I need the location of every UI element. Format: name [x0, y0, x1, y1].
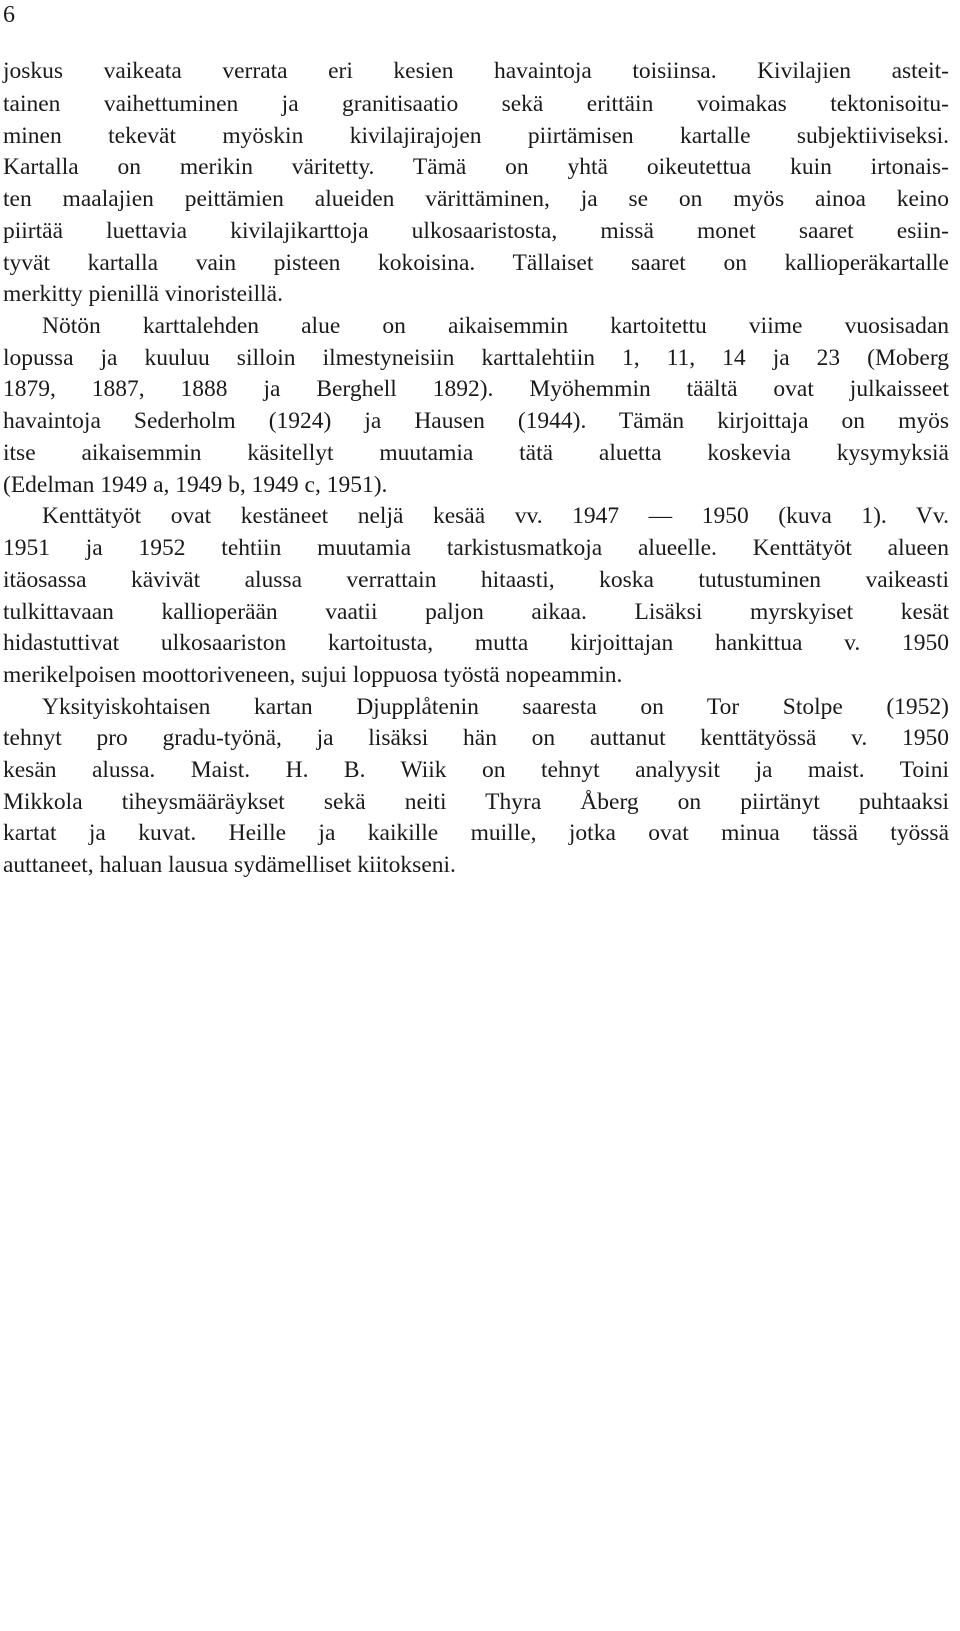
text-line: kartat ja kuvat. Heille ja kaikille muille, jotka ovat minua tässä työssä [3, 820, 949, 846]
text-line: piirtää luettavia kivilajikarttoja ulkosaaristosta, missä monet saaret esiin- [3, 218, 949, 244]
text-line: Mikkola tiheysmääräykset sekä neiti Thyra Åberg on piirtänyt puhtaaksi [3, 789, 949, 815]
text-line: lopussa ja kuuluu silloin ilmestyneisiin karttalehtiin 1, 11, 14 ja 23 (Moberg [3, 345, 949, 371]
text-line: ten maalajien peittämien alueiden värittäminen, ja se on myös ainoa keino [3, 186, 949, 212]
text-line: (Edelman 1949 a, 1949 b, 1949 c, 1951). [3, 472, 388, 498]
text-line: merkitty pienillä vinoristeillä. [3, 281, 283, 307]
page-number: 6 [3, 2, 15, 28]
text-line: havaintoja Sederholm (1924) ja Hausen (1944). Tämän kirjoittaja on myös [3, 408, 949, 434]
text-line: Kartalla on merikin väritetty. Tämä on yhtä oikeutettua kuin irtonais- [3, 154, 949, 180]
text-line: minen tekevät myöskin kivilajirajojen piirtämisen kartalle subjektiiviseksi. [3, 123, 949, 149]
text-line: hidastuttivat ulkosaariston kartoitusta, mutta kirjoittajan hankittua v. 1950 [3, 630, 949, 656]
text-line: tehnyt pro gradu-työnä, ja lisäksi hän on auttanut kenttätyössä v. 1950 [3, 725, 949, 751]
text-line: auttaneet, haluan lausua sydämelliset kiitokseni. [3, 852, 456, 878]
text-line: tainen vaihettuminen ja granitisaatio sekä erittäin voimakas tektonisoitu- [3, 91, 949, 117]
text-line: 1951 ja 1952 tehtiin muutamia tarkistusmatkoja alueelle. Kenttätyöt alueen [3, 535, 949, 561]
text-line: Yksityiskohtaisen kartan Djupplåtenin saaresta on Tor Stolpe (1952) [42, 694, 949, 720]
text-line: Nötön karttalehden alue on aikaisemmin kartoitettu viime vuosisadan [42, 313, 949, 339]
text-line: itse aikaisemmin käsitellyt muutamia tätä aluetta koskevia kysymyksiä [3, 440, 949, 466]
text-line: joskus vaikeata verrata eri kesien havaintoja toisiinsa. Kivilajien asteit- [3, 58, 949, 84]
text-line: Kenttätyöt ovat kestäneet neljä kesää vv. 1947 — 1950 (kuva 1). Vv. [42, 503, 949, 529]
text-line: 1879, 1887, 1888 ja Berghell 1892). Myöhemmin täältä ovat julkaisseet [3, 376, 949, 402]
text-line: merikelpoisen moottoriveneen, sujui loppuosa työstä nopeammin. [3, 662, 623, 688]
text-line: tyvät kartalla vain pisteen kokoisina. Tällaiset saaret on kallioperäkartalle [3, 250, 949, 276]
text-line: kesän alussa. Maist. H. B. Wiik on tehnyt analyysit ja maist. Toini [3, 757, 949, 783]
text-line: tulkittavaan kallioperään vaatii paljon aikaa. Lisäksi myrskyiset kesät [3, 599, 949, 625]
text-line: itäosassa kävivät alussa verrattain hitaasti, koska tutustuminen vaikeasti [3, 567, 949, 593]
